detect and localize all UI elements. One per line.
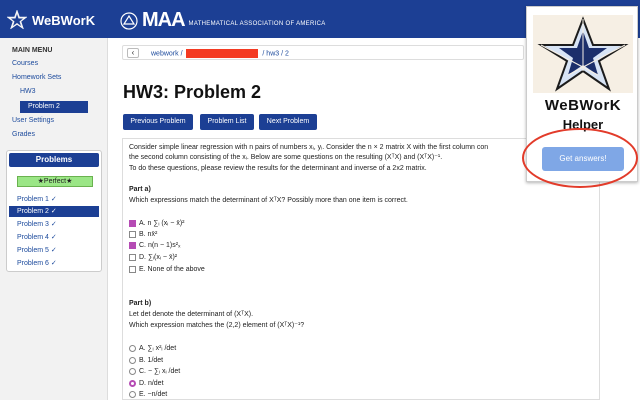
page-title: HW3: Problem 2 [123,82,262,102]
option-label: C. − ∑ᵢ xᵢ /det [139,368,181,375]
problem-link-4[interactable]: Problem 4 ✓ [17,234,57,241]
part-b-option-b[interactable] [129,357,163,364]
checkbox[interactable] [129,220,136,227]
helper-title: WeBWorK [544,97,622,114]
option-label: C. n(n − 1)s²ₓ [139,242,181,249]
previous-problem-button[interactable]: Previous Problem [123,114,193,130]
part-b-label: Part b) [129,300,152,307]
option-label: E. None of the above [139,266,205,273]
maa-wordmark: MAA [142,9,185,31]
sidebar-item-hw3[interactable]: HW3 [20,88,36,95]
part-a-option-b[interactable] [129,231,157,238]
part-a-option-e[interactable] [129,266,205,273]
maa-fullname: MATHEMATICAL ASSOCIATION OF AMERICA [188,20,326,27]
sidebar-item-grades[interactable]: Grades [12,131,35,138]
problem-link-1[interactable]: Problem 1 ✓ [17,196,57,203]
helper-subtitle: Helper [562,117,604,132]
maa-logo[interactable] [120,9,326,32]
problem-list-button[interactable]: Problem List [200,114,254,130]
checkbox[interactable] [129,254,136,261]
part-a-option-a[interactable] [129,220,185,227]
sidebar-item-courses[interactable]: Courses [12,60,39,67]
part-b-question-1: Let det denote the determinant of (XᵀX). [129,311,254,318]
radio[interactable] [129,357,136,364]
webwork-brand[interactable] [6,8,108,32]
next-problem-button[interactable]: Next Problem [259,114,317,130]
checkbox[interactable] [129,242,136,249]
part-b-question-2: Which expression matches the (2,2) element of (XᵀX)⁻¹? [129,322,305,329]
part-a-label: Part a) [129,186,151,193]
problem-link-6[interactable]: Problem 6 ✓ [17,260,57,267]
part-a-question: Which expressions match the determinant of XᵀX? Possibly more than one item is correct. [129,197,408,204]
perfect-badge: ★Perfect★ [17,176,93,187]
breadcrumb-root[interactable]: webwork / [151,50,183,58]
option-label: D. ∑ᵢ(xᵢ − x̄)² [139,254,178,261]
option-label: D. n/det [139,380,164,387]
sidebar-item-homework-sets[interactable]: Homework Sets [12,74,62,81]
sidebar-item-problem2[interactable]: Problem 2 [20,101,88,113]
option-label: B. 1/det [139,357,164,364]
main-menu-heading: MAIN MENU [12,47,53,54]
radio[interactable] [129,345,136,352]
breadcrumb [122,45,524,60]
part-a-option-c[interactable] [129,242,180,249]
radio[interactable] [129,391,136,398]
option-label: A. n ∑ᵢ (xᵢ − x̄)² [139,220,185,227]
back-button[interactable]: ‹ [127,48,139,58]
sidebar-item-user-settings[interactable]: User Settings [12,117,55,124]
brand-name: WeBWorK [32,12,96,28]
part-b-option-a[interactable] [129,345,176,352]
annotation-circle [522,128,638,188]
option-label: A. ∑ᵢ x²ᵢ /det [139,345,177,352]
problem-intro-line2: the second column consisting of the xᵢ. Below are some questions on the resulting (XᵀX) and (XᵀX)⁻¹. [129,154,443,161]
checkbox[interactable] [129,266,136,273]
webwork-star-icon [6,9,28,31]
option-label: B. nx̄² [139,231,158,238]
part-a-option-d[interactable] [129,254,177,261]
problem-intro-line1: Consider simple linear regression with n pairs of numbers xᵢ, yᵢ. Consider the n × 2 matrix X with the first column con [129,144,489,151]
sidebar [0,38,108,400]
part-b-option-d[interactable] [129,380,164,387]
maa-emblem-icon [120,12,138,30]
webwork-helper-logo-icon [533,15,633,93]
problem-link-3[interactable]: Problem 3 ✓ [17,221,57,228]
radio[interactable] [129,380,136,387]
problems-panel [6,150,102,272]
problem-intro-line3: To do these questions, please review the results for the determinant and inverse of a 2x2 matrix. [129,165,427,172]
redacted-course-name [186,49,258,58]
part-b-option-e[interactable] [129,391,167,398]
get-answers-button[interactable]: Get answers! [542,147,624,171]
problems-heading: Problems [9,153,99,167]
part-b-option-c[interactable] [129,368,180,375]
radio[interactable] [129,368,136,375]
checkbox[interactable] [129,231,136,238]
problem-link-5[interactable]: Problem 5 ✓ [17,247,57,254]
option-label: E. −n/det [139,391,168,398]
problem-link-2[interactable]: Problem 2 ✓ [9,206,99,217]
breadcrumb-tail[interactable]: / hw3 / 2 [262,50,289,58]
